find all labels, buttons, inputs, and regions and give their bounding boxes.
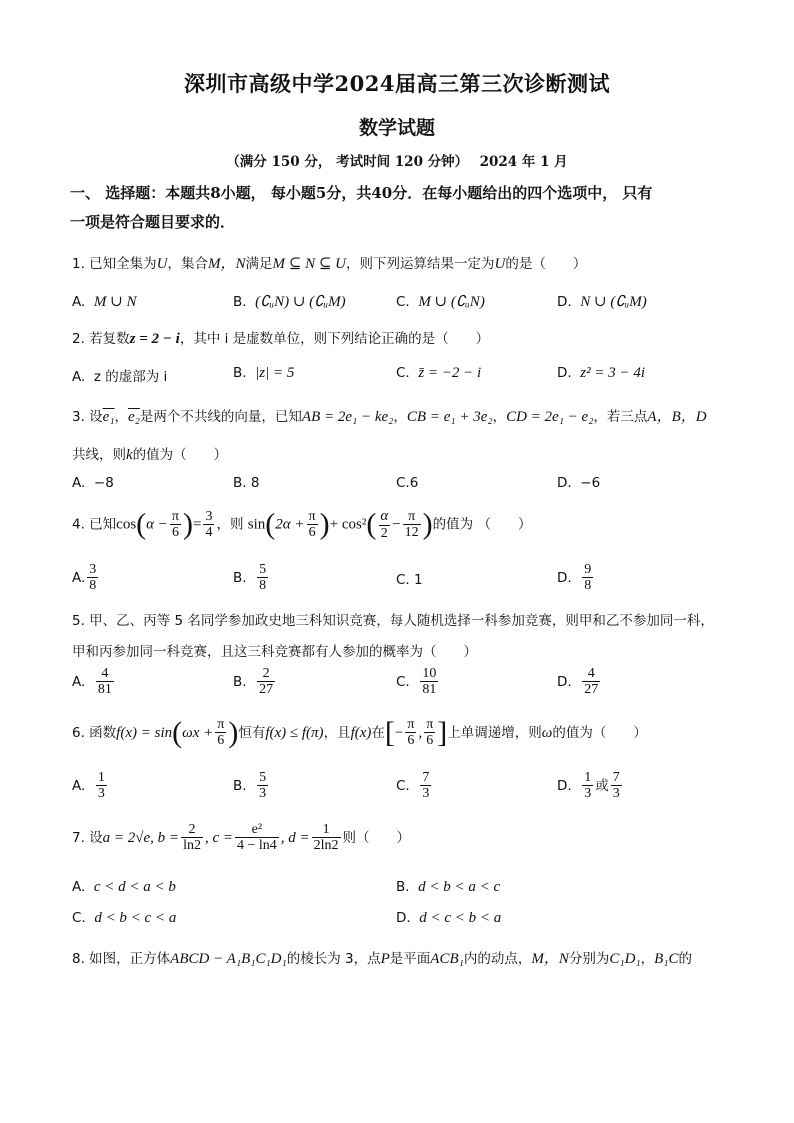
question-3-line1 (72, 405, 707, 426)
option-frac: $\frac{2}{27}$ (259, 666, 274, 698)
question-7 (72, 822, 410, 854)
page-title: 深圳市高级中学2024届高三第三次诊断测试 (184, 71, 610, 96)
option-expr: 1 (414, 572, 423, 588)
q8-text: 内的动点， (463, 951, 532, 967)
q3-vector-ab: AB = 2e₁ − ke₂ (301, 409, 394, 425)
option-label: C. (396, 294, 410, 310)
q1-text: 的是（ ） (505, 256, 587, 272)
q4-option-c[interactable] (396, 572, 423, 588)
q4-text: 4. 已知 (72, 516, 117, 533)
option-frac: $\frac{10}{81}$ (422, 666, 437, 698)
question-5-line1: 5. 甲、乙、丙等 5 名同学参加政史地三科知识竞赛，每人随机选择一科参加竞赛，则甲和乙不参加同一科， (72, 613, 714, 629)
q8-text: ， (640, 951, 655, 967)
q7-expr: a = 2√e, b = (102, 829, 180, 846)
q3-text: ， (114, 409, 129, 425)
q8-var: M，N (531, 951, 569, 967)
option-expr: (∁ᵤN) ∪ (∁ᵤM) (255, 294, 346, 310)
q4-text: ，则 (216, 516, 244, 533)
q7-option-a[interactable] (72, 879, 176, 896)
q3-text: 3. 设 (72, 409, 103, 425)
section-heading-line1: 一、 选择题：本题共8小题， 每小题5分，共40分．在每小题给出的四个选项中， 只有 (70, 184, 653, 202)
q2-text: ，其中 i 是虚数单位，则下列结论正确的是（ ） (179, 331, 490, 347)
option-frac: $\frac{3}{8}$ (89, 562, 97, 594)
page-subtitle: 数学试题 (358, 117, 435, 139)
option-label: B. (233, 365, 247, 381)
q8-segment: B₁C (654, 951, 679, 967)
option-expr: z 的虚部为 i (93, 369, 168, 385)
q3-var: k (126, 447, 133, 463)
option-frac: $\frac{1}{3}$ (584, 770, 592, 802)
q3-vector: e₂ (128, 409, 140, 425)
q7-frac: $\frac{1}{2\ln 2}$ (313, 822, 339, 854)
q3-option-c[interactable] (396, 475, 418, 491)
q3-vector: e₁ (102, 409, 115, 425)
q6-option-c[interactable] (396, 770, 433, 802)
q3-text: 的值为（ ） (132, 447, 228, 463)
option-expr: |z| = 5 (255, 365, 295, 381)
option-expr: M ∪ (∁ᵤN) (418, 294, 485, 310)
q2-option-a[interactable] (72, 365, 167, 385)
option-frac: $\frac{4}{81}$ (97, 666, 112, 698)
q6-expr: f(x) = sin (116, 724, 173, 741)
q6-expr: − (394, 724, 404, 741)
q7-option-c[interactable] (72, 910, 176, 927)
q6-option-a[interactable] (72, 770, 109, 802)
question-6: 6. 函数f(x) = sin(ωx + $\frac{\pi}{6}$ )恒有f(x) ≤ f(π)，且f(x)在[− $\frac{\pi}{6}$ , $\frac{\pi}{6}$ ]上单调递增，则ω的值为（ ） (72, 715, 647, 749)
q1-text: 满足 (245, 256, 273, 272)
q2-text: 2. 若复数 (72, 331, 130, 347)
q6-expr: f(x) (350, 724, 372, 741)
option-expr: z² = 3 − 4i (580, 365, 646, 381)
question-3-line2 (72, 443, 227, 464)
q2-option-c[interactable] (396, 365, 481, 382)
q7-option-b[interactable] (396, 879, 500, 896)
q7-frac: $\frac{\text{e²}}{4 - \ln 4}$ (236, 822, 277, 854)
q5-option-d[interactable] (557, 666, 602, 698)
q5-option-a[interactable] (72, 666, 116, 698)
option-text: 或 (595, 777, 609, 794)
q3-option-a[interactable] (72, 475, 114, 491)
q6-text: ，且 (323, 724, 351, 741)
option-label: D. (396, 910, 411, 926)
option-label: D. (557, 294, 572, 310)
q4-option-a[interactable] (72, 562, 100, 594)
q4-frac: $\frac{\pi}{6}$ (308, 508, 316, 540)
q4-expr: + cos² (329, 516, 367, 533)
q7-text: 则（ ） (342, 829, 411, 846)
option-label: D. (557, 365, 572, 381)
option-expr: 6 (409, 475, 419, 491)
q3-text: ， (393, 409, 407, 425)
q6-frac: $\frac{\pi}{6}$ (217, 717, 225, 749)
option-label: D. (557, 475, 572, 491)
q1-option-d[interactable] (557, 292, 647, 311)
q3-text: ，若三点 (593, 409, 648, 425)
option-frac: $\frac{5}{3}$ (259, 770, 267, 802)
q3-option-d[interactable] (557, 475, 600, 491)
option-expr: −8 (93, 475, 114, 491)
q4-frac: $\frac{\pi}{12}$ (404, 508, 419, 540)
q8-text: 的棱长为 3，点 (286, 951, 381, 967)
q8-var: P (380, 951, 390, 967)
option-label: C. (396, 673, 410, 690)
option-label: A. (72, 569, 86, 586)
option-expr: d < c < b < a (419, 910, 502, 926)
q4-expr: α − (146, 516, 168, 533)
q4-func: cos (116, 516, 137, 533)
q6-var: ω (541, 724, 553, 741)
q1-var: M，N (208, 256, 246, 272)
q3-text: 是两个不共线的向量，已知 (139, 409, 302, 425)
question-8 (72, 947, 692, 968)
q2-expr: z = 2 − i (129, 331, 180, 347)
question-5-line2: 甲和丙参加同一科竞赛，且这三科竞赛都有人参加的概率为（ ） (72, 644, 477, 660)
option-label: B. (233, 294, 247, 310)
q1-var: U (494, 256, 506, 272)
option-label: A. (72, 475, 86, 491)
option-expr: 8 (250, 475, 260, 491)
q6-expr: , (418, 724, 423, 741)
q1-text: ，则下列运算结果一定为 (346, 256, 495, 272)
q8-text: 是平面 (389, 951, 431, 967)
q4-text: 的值为 （ ） (432, 516, 532, 533)
option-frac: $\frac{1}{3}$ (97, 770, 105, 802)
q8-text: 的 (678, 951, 693, 967)
q6-text: 6. 函数 (72, 724, 117, 741)
q2-option-d[interactable] (557, 365, 645, 382)
option-label: C. (396, 365, 410, 381)
q1-var: U (156, 256, 168, 272)
question-4: 4. 已知cos(α − $\frac{\pi}{6}$ )= $\frac{3}{4}$ ，则 sin(2α + $\frac{\pi}{6}$ )+ cos²( $\frac{\alpha}{2}$ − $\frac{\pi}{12}$ )的值为 （ ） (72, 507, 532, 541)
option-label: D. (557, 777, 572, 794)
option-expr: d < b < c < a (94, 910, 177, 926)
option-label: C. (72, 910, 86, 926)
section-heading-line2: 一项是符合题目要求的． (70, 213, 236, 231)
q1-option-a[interactable] (72, 292, 136, 311)
q6-text: 的值为（ ） (552, 724, 647, 741)
q5-option-b[interactable] (233, 666, 277, 698)
q2-option-b[interactable] (233, 365, 294, 382)
q3-points: A，B，D (647, 409, 707, 425)
q6-option-d[interactable] (557, 770, 624, 802)
option-label: D. (557, 569, 572, 586)
q8-segment: C₁D₁ (609, 951, 641, 967)
option-label: B. (233, 569, 247, 586)
option-expr: c < d < a < b (93, 879, 176, 895)
q7-expr: , c = (204, 829, 233, 846)
q3-vector-cd: CD = 2e₁ − e₂ (506, 409, 594, 425)
q1-text: ，集合 (167, 256, 209, 272)
option-label: B. (233, 777, 247, 794)
q6-text: 恒有 (238, 724, 266, 741)
option-expr: d < b < a < c (418, 879, 501, 895)
q4-option-b[interactable] (233, 562, 270, 594)
question-1 (72, 252, 586, 273)
q6-text: 上单调递增，则 (447, 724, 542, 741)
q8-text: 分别为 (568, 951, 610, 967)
option-expr: M ∪ N (93, 294, 137, 310)
q4-frac: $\frac{3}{4}$ (205, 508, 213, 540)
option-label: C. (396, 572, 410, 588)
q4-frac: $\frac{\pi}{6}$ (171, 508, 179, 540)
q4-option-d[interactable] (557, 562, 595, 594)
option-label: C. (396, 777, 410, 794)
option-label: B. (233, 673, 247, 690)
option-frac: $\frac{7}{3}$ (612, 770, 620, 802)
option-frac: $\frac{9}{8}$ (584, 562, 592, 594)
q3-text: 共线，则 (72, 447, 126, 463)
option-label: B. (233, 475, 247, 491)
q4-func: sin (247, 516, 266, 533)
q7-option-d[interactable] (396, 910, 501, 927)
q1-option-b[interactable] (233, 292, 346, 311)
q4-expr: = (193, 516, 202, 533)
option-label: A. (72, 294, 86, 310)
q6-expr: f(x) ≤ f(π) (265, 724, 324, 741)
q1-text: 1. 已知全集为 (72, 256, 157, 272)
option-label: A. (72, 673, 86, 690)
exam-info: （满分 150 分， 考试时间 120 分钟） 2024 年 1 月 (226, 154, 568, 170)
q3-text: ， (492, 409, 507, 425)
q7-expr: , d = (280, 829, 310, 846)
option-frac: $\frac{7}{3}$ (422, 770, 430, 802)
option-label: A. (72, 879, 86, 895)
q6-option-b[interactable] (233, 770, 270, 802)
option-frac: $\frac{4}{27}$ (584, 666, 599, 698)
q7-text: 7. 设 (72, 829, 103, 846)
option-label: D. (557, 673, 572, 690)
option-label: A. (72, 369, 86, 385)
q4-frac: $\frac{\alpha}{2}$ (380, 508, 389, 541)
q1-option-c[interactable] (396, 292, 485, 311)
q1-condition: M ⊆ N ⊆ U (272, 256, 347, 272)
question-2 (72, 327, 489, 348)
q3-vector-cb: CB = e₁ + 3e₂ (406, 409, 493, 425)
q8-cube: ABCD − A₁B₁C₁D₁ (170, 951, 287, 967)
q8-plane: ACB₁ (430, 951, 464, 967)
option-expr: −6 (580, 475, 601, 491)
option-label: A. (72, 777, 86, 794)
q7-frac: $\frac{2}{\ln 2}$ (183, 822, 201, 854)
q4-expr: 2α + (275, 516, 305, 533)
q6-frac: $\frac{\pi}{6}$ (426, 717, 434, 749)
option-label: B. (396, 879, 410, 895)
q6-frac: $\frac{\pi}{6}$ (407, 717, 415, 749)
q3-option-b[interactable] (233, 475, 259, 491)
q5-option-c[interactable] (396, 666, 440, 698)
option-label: C. (396, 475, 410, 491)
q4-expr: − (392, 516, 401, 533)
option-expr: z̄ = −2 − i (418, 365, 482, 381)
option-expr: N ∪ (∁ᵤM) (580, 294, 647, 310)
q6-expr: ωx + (182, 724, 214, 741)
option-frac: $\frac{5}{8}$ (259, 562, 267, 594)
q8-text: 8. 如图，正方体 (72, 951, 171, 967)
q6-text: 在 (371, 724, 385, 741)
